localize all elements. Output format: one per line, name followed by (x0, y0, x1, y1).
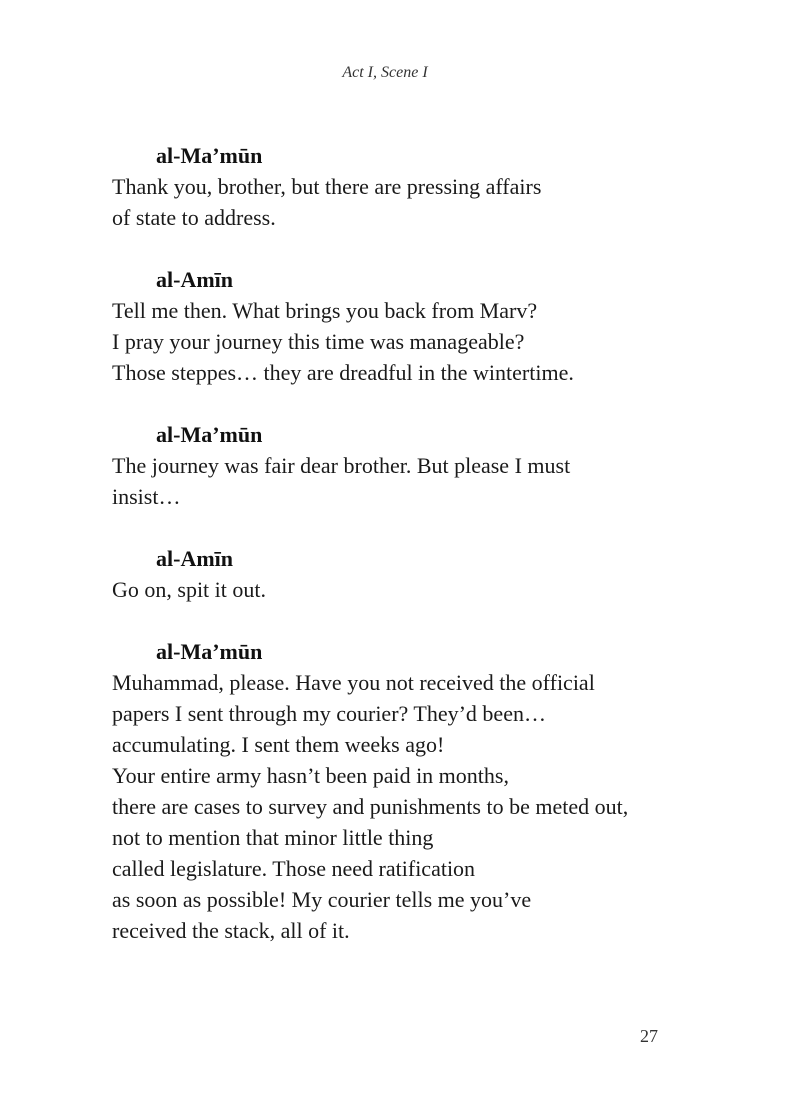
dialogue-line: I pray your journey this time was manageable? (112, 329, 525, 354)
dialogue-line: there are cases to survey and punishments to be meted out, (112, 794, 629, 819)
dialogue-line: insist… (112, 484, 181, 509)
speech (112, 264, 712, 388)
speech (112, 140, 712, 233)
running-head: Act I, Scene I (342, 64, 428, 81)
dialogue-line: The journey was fair dear brother. But please I must (112, 453, 571, 478)
speech (112, 419, 712, 512)
dialogue-line: not to mention that minor little thing (112, 825, 434, 850)
dialogue-line: of state to address. (112, 205, 276, 230)
dialogue-line: accumulating. I sent them weeks ago! (112, 732, 445, 757)
dialogue-line: Muhammad, please. Have you not received the official (112, 670, 595, 695)
page-number: 27 (640, 1026, 658, 1046)
dialogue-line: called legislature. Those need ratification (112, 856, 476, 881)
speaker-name: al-Amīn (156, 267, 233, 292)
speaker-name: al-Ma’mūn (156, 422, 263, 447)
speech (112, 543, 712, 605)
dialogue-line: as soon as possible! My courier tells me you’ve (112, 887, 532, 912)
dialogue-line: papers I sent through my courier? They’d been… (112, 701, 546, 726)
dialogue-line: received the stack, all of it. (112, 918, 350, 943)
speaker-name: al-Ma’mūn (156, 639, 263, 664)
dialogue-line: Those steppes… they are dreadful in the wintertime. (112, 360, 574, 385)
speech (112, 636, 712, 946)
speaker-name: al-Ma’mūn (156, 143, 263, 168)
speaker-name: al-Amīn (156, 546, 233, 571)
dialogue-block (112, 140, 712, 977)
dialogue-line: Thank you, brother, but there are pressing affairs (112, 174, 542, 199)
dialogue-line: Go on, spit it out. (112, 577, 267, 602)
dialogue-line: Tell me then. What brings you back from Marv? (112, 298, 538, 323)
dialogue-line: Your entire army hasn’t been paid in months, (112, 763, 509, 788)
